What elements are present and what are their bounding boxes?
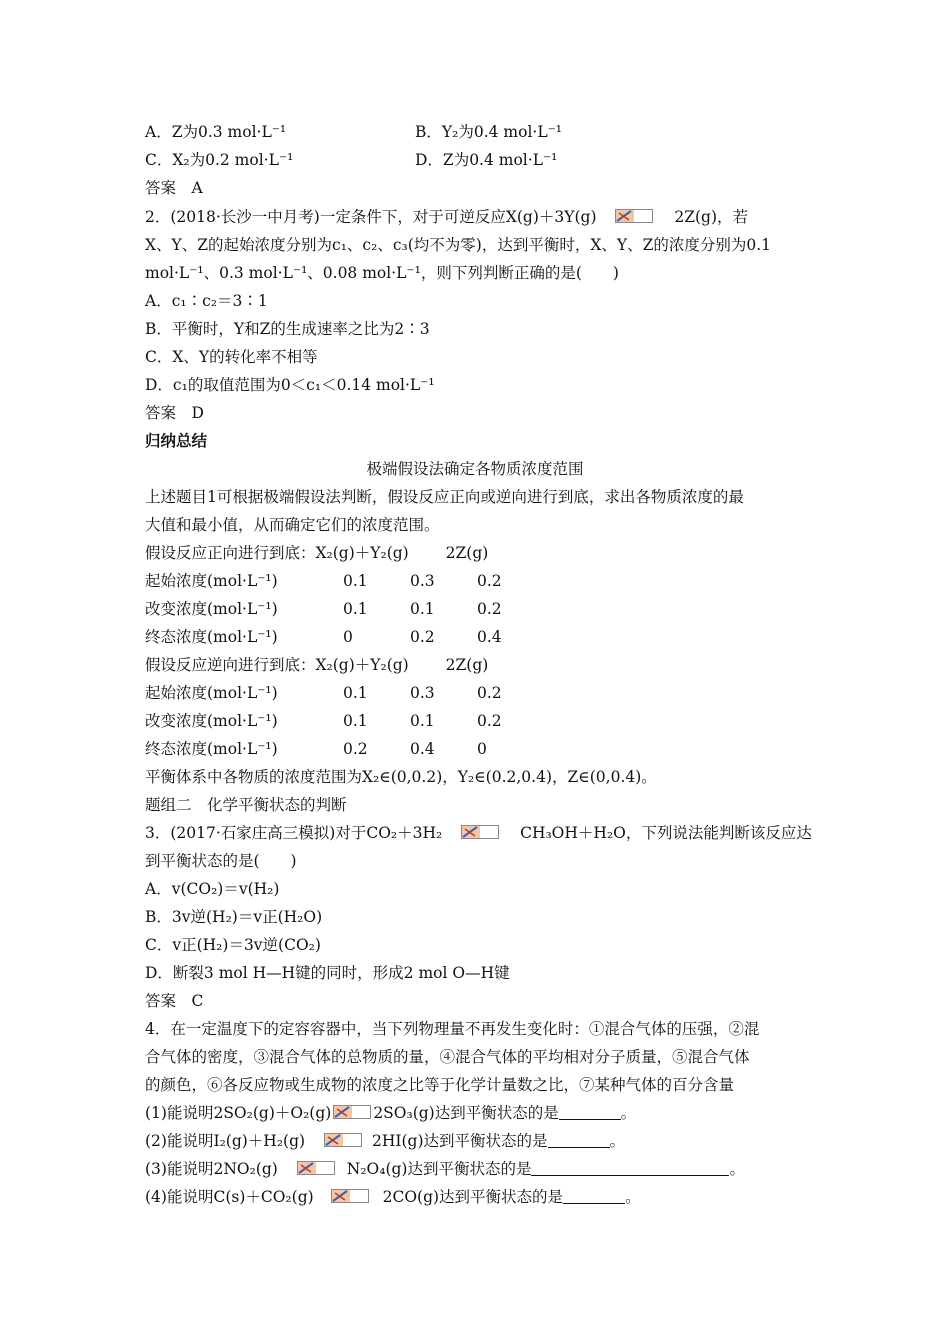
q2-option-b: B．平衡时，Y和Z的生成速率之比为2∶3	[145, 320, 430, 338]
q4-sub1	[145, 1103, 636, 1123]
q2-answer: 答案 D	[145, 404, 204, 422]
cell-y2: 0.1	[410, 600, 435, 618]
q4-sub1-reactants: (1)能说明2SO₂(g)＋O₂(g)	[145, 1104, 332, 1122]
row-label: 终态浓度(mol·L⁻¹)	[145, 740, 278, 758]
cell-z: 0.2	[477, 600, 502, 618]
cell-z: 0.2	[477, 712, 502, 730]
q2-stem-line3: mol·L⁻¹、0.3 mol·L⁻¹、0.08 mol·L⁻¹，则下列判断正确的是( )	[145, 264, 619, 282]
cell-z: 0.2	[477, 684, 502, 702]
q4-sub4-end: 。	[625, 1188, 641, 1206]
forward-product: 2Z(g)	[445, 544, 489, 562]
q2-option-d: D．c₁的取值范围为0＜c₁＜0.14 mol·L⁻¹	[145, 376, 435, 394]
q1-option-d: D．Z为0.4 mol·L⁻¹	[415, 151, 558, 169]
cell-x2: 0.1	[343, 712, 368, 730]
row-label: 终态浓度(mol·L⁻¹)	[145, 628, 278, 646]
q4-sub4-products: 2CO(g)达到平衡状态的是	[382, 1188, 564, 1206]
forward-assumption-head	[145, 543, 488, 563]
answer-blank[interactable]	[559, 1105, 621, 1120]
q3-option-a: A．v(CO₂)＝v(H₂)	[145, 880, 280, 898]
q4-sub4	[145, 1187, 641, 1207]
summary-title: 极端假设法确定各物质浓度范围	[366, 460, 584, 478]
q4-sub2	[145, 1131, 625, 1151]
q1-option-a: A．Z为0.3 mol·L⁻¹	[145, 123, 287, 141]
cell-y2: 0.1	[410, 712, 435, 730]
reverse-reactants: 假设反应逆向进行到底：X₂(g)＋Y₂(g)	[145, 656, 409, 674]
cell-y2: 0.3	[410, 572, 435, 590]
q4-stem-line2: 合气体的密度，③混合气体的总物质的量，④混合气体的平均相对分子质量，⑤混合气体	[145, 1048, 750, 1066]
answer-blank[interactable]	[531, 1161, 729, 1176]
row-label: 起始浓度(mol·L⁻¹)	[145, 572, 278, 590]
q4-sub1-products: 2SO₃(g)达到平衡状态的是	[373, 1104, 559, 1122]
q3-option-c: C．v正(H₂)＝3v逆(CO₂)	[145, 936, 321, 954]
q2-stem-line1	[145, 207, 748, 227]
q2-stem-line1-right: 2Z(g)，若	[674, 208, 749, 226]
q4-sub2-reactants: (2)能说明I₂(g)＋H₂(g)	[145, 1132, 306, 1150]
q2-stem-line1-left: 2．(2018·长沙一中月考)一定条件下，对于可逆反应X(g)＋3Y(g)	[145, 208, 597, 226]
q4-sub2-end: 。	[609, 1132, 626, 1150]
cell-y2: 0.4	[410, 740, 435, 758]
row-label: 起始浓度(mol·L⁻¹)	[145, 684, 278, 702]
q3-stem-line1	[145, 823, 812, 843]
reverse-assumption-head	[145, 655, 488, 675]
q2-option-c: C．X、Y的转化率不相等	[145, 348, 318, 366]
cell-z: 0.2	[477, 572, 502, 590]
q4-stem-line1: 4．在一定温度下的定容容器中，当下列物理量不再发生变化时：①混合气体的压强，②混	[145, 1020, 760, 1038]
q3-stem-line1-left: 3．(2017·石家庄高三模拟)对于CO₂＋3H₂	[145, 824, 443, 842]
q3-option-d: D．断裂3 mol H—H键的同时，形成2 mol O—H键	[145, 964, 510, 982]
summary-paragraph-line1: 上述题目1可根据极端假设法判断，假设反应正向或逆向进行到底，求出各物质浓度的最	[145, 488, 744, 506]
answer-blank[interactable]	[563, 1189, 625, 1204]
q4-sub1-end: 。	[620, 1104, 637, 1122]
q3-stem-line2: 到平衡状态的是( )	[145, 852, 297, 870]
q4-sub3	[145, 1159, 745, 1179]
cell-x2: 0.2	[343, 740, 368, 758]
q4-sub3-end: 。	[729, 1160, 745, 1178]
reversible-arrow-icon	[331, 1189, 369, 1203]
q4-sub3-products: N₂O₄(g)达到平衡状态的是	[346, 1160, 532, 1178]
reverse-product: 2Z(g)	[445, 656, 489, 674]
cell-y2: 0.3	[410, 684, 435, 702]
q3-answer: 答案 C	[145, 992, 204, 1010]
q3-stem-line1-right: CH₃OH＋H₂O，下列说法能判断该反应达	[520, 824, 812, 842]
q1-option-c: C．X₂为0.2 mol·L⁻¹	[145, 151, 294, 169]
cell-x2: 0	[343, 628, 353, 646]
q4-stem-line3: 的颜色，⑥各反应物或生成物的浓度之比等于化学计量数之比，⑦某种气体的百分含量	[145, 1076, 735, 1094]
q4-sub2-products: 2HI(g)达到平衡状态的是	[372, 1132, 548, 1150]
q4-sub4-reactants: (4)能说明C(s)＋CO₂(g)	[145, 1188, 314, 1206]
q4-sub3-reactants: (3)能说明2NO₂(g)	[145, 1160, 278, 1178]
row-label: 改变浓度(mol·L⁻¹)	[145, 600, 278, 618]
reversible-arrow-icon	[461, 825, 499, 839]
cell-z: 0	[477, 740, 487, 758]
summary-paragraph-line2: 大值和最小值，从而确定它们的浓度范围。	[145, 516, 440, 534]
reversible-arrow-icon	[333, 1105, 371, 1119]
row-label: 改变浓度(mol·L⁻¹)	[145, 712, 278, 730]
q3-option-b: B．3v逆(H₂)＝v正(H₂O)	[145, 908, 323, 926]
q2-stem-line2: X、Y、Z的起始浓度分别为c₁、c₂、c₃(均不为零)，达到平衡时，X、Y、Z的浓度分别为0.1	[145, 236, 772, 254]
reversible-arrow-icon	[297, 1161, 335, 1175]
answer-blank[interactable]	[548, 1133, 610, 1148]
summary-heading: 归纳总结	[145, 432, 208, 450]
forward-reactants: 假设反应正向进行到底：X₂(g)＋Y₂(g)	[145, 544, 409, 562]
cell-y2: 0.2	[410, 628, 435, 646]
cell-x2: 0.1	[343, 600, 368, 618]
cell-z: 0.4	[477, 628, 502, 646]
reversible-arrow-icon	[615, 209, 653, 223]
summary-conclusion: 平衡体系中各物质的浓度范围为X₂∈(0,0.2)，Y₂∈(0.2,0.4)，Z∈(0,0.4)。	[145, 768, 657, 786]
cell-x2: 0.1	[343, 684, 368, 702]
q2-option-a: A．c₁∶c₂＝3∶1	[145, 292, 268, 310]
q1-answer: 答案 A	[145, 179, 203, 197]
cell-x2: 0.1	[343, 572, 368, 590]
group2-heading: 题组二 化学平衡状态的判断	[145, 796, 347, 814]
reversible-arrow-icon	[324, 1133, 362, 1147]
q1-option-b: B．Y₂为0.4 mol·L⁻¹	[415, 123, 563, 141]
